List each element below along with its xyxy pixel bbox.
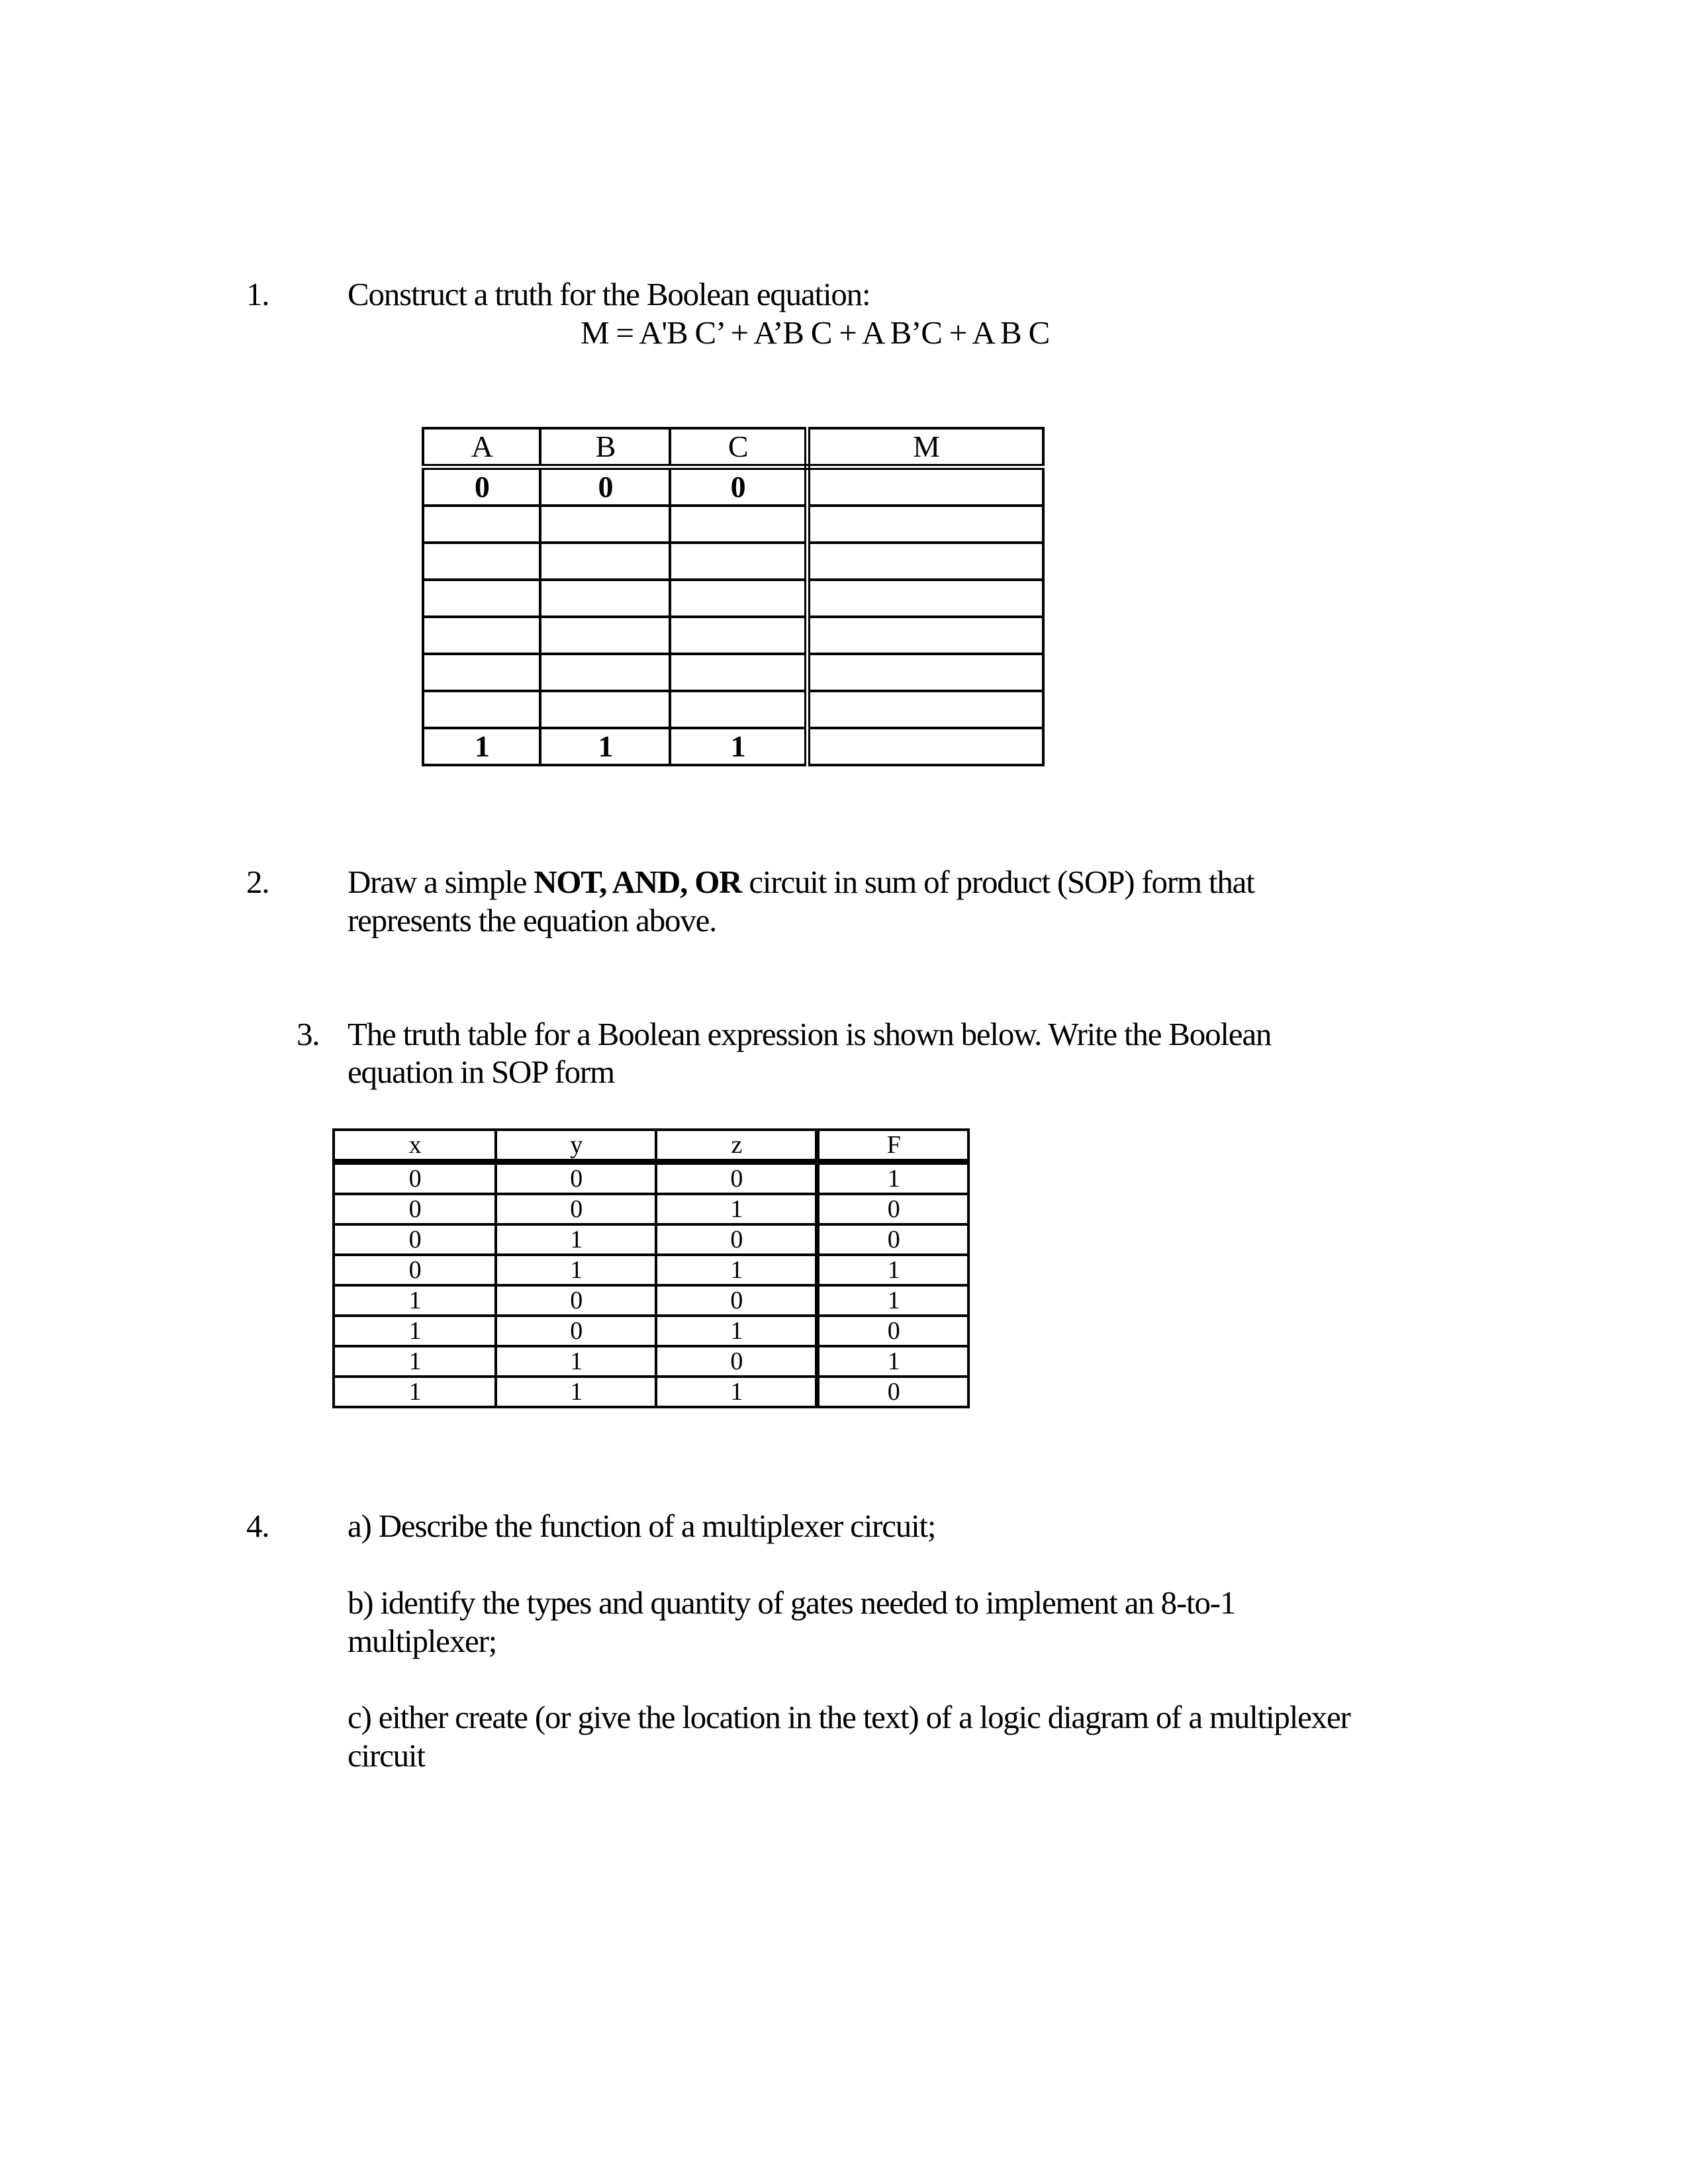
truth-table-abc (422, 427, 1045, 766)
table-cell: 0 (818, 1194, 968, 1224)
table-cell: 0 (540, 467, 670, 506)
table-header-cell: y (496, 1130, 656, 1162)
table-cell (423, 543, 540, 580)
table-cell (423, 654, 540, 691)
table-cell (807, 543, 1043, 580)
table-cell (423, 617, 540, 654)
table-header-cell: M (807, 428, 1043, 467)
table-cell: 1 (334, 1346, 496, 1377)
table-cell (423, 506, 540, 543)
question-4-part-b-line1: b) identify the types and quantity of gates needed to implement an 8-to-1 (348, 1584, 1236, 1621)
question-2-bold-gates: NOT, AND, OR (534, 864, 742, 900)
question-2-text: Draw a simple (348, 864, 534, 900)
table-cell (540, 691, 670, 728)
question-3-line1: The truth table for a Boolean expression is shown below. Write the Boolean (348, 1016, 1272, 1052)
table-row (423, 691, 1043, 728)
table-cell: 0 (423, 467, 540, 506)
table-row (423, 617, 1043, 654)
table-header-cell: C (670, 428, 807, 467)
table-cell: 0 (656, 1224, 818, 1255)
table-cell (807, 728, 1043, 765)
table-cell (807, 467, 1043, 506)
table-row (423, 728, 1043, 765)
table-cell (807, 617, 1043, 654)
table-row (423, 543, 1043, 580)
table-cell: 1 (496, 1224, 656, 1255)
table-cell: 1 (656, 1316, 818, 1346)
table-row (334, 1194, 968, 1224)
table-header-row (423, 428, 1043, 467)
table-cell (540, 580, 670, 617)
table-cell: 1 (656, 1377, 818, 1407)
table-header-cell: F (818, 1130, 968, 1162)
table-cell: 0 (818, 1224, 968, 1255)
table-cell: 1 (334, 1316, 496, 1346)
table-cell: 1 (818, 1255, 968, 1285)
table-row (334, 1162, 968, 1195)
table-cell (670, 543, 807, 580)
table-header-cell: z (656, 1130, 818, 1162)
table-cell: 0 (818, 1316, 968, 1346)
table-header-cell: A (423, 428, 540, 467)
truth-table-xyz (332, 1128, 970, 1408)
question-1-prompt: Construct a truth for the Boolean equation: (348, 276, 870, 312)
table-cell: 0 (496, 1316, 656, 1346)
table-cell: 0 (496, 1162, 656, 1195)
table-row (423, 654, 1043, 691)
table-row (423, 506, 1043, 543)
table-cell (540, 654, 670, 691)
table-cell (423, 691, 540, 728)
question-2-line1 (348, 866, 1254, 898)
table-cell (540, 506, 670, 543)
table-cell: 1 (670, 728, 807, 765)
table-cell (540, 617, 670, 654)
table-cell: 0 (496, 1194, 656, 1224)
table-cell: 1 (540, 728, 670, 765)
table-cell (670, 506, 807, 543)
table-cell: 1 (496, 1255, 656, 1285)
question-4-part-c-line2: circuit (348, 1737, 425, 1774)
table-cell (807, 506, 1043, 543)
table-cell: 0 (670, 467, 807, 506)
table-row (334, 1224, 968, 1255)
table-cell: 1 (423, 728, 540, 765)
table-header-cell: B (540, 428, 670, 467)
table-cell (670, 580, 807, 617)
question-4-part-c-line1: c) either create (or give the location in the text) of a logic diagram of a multiplexer (348, 1699, 1350, 1735)
table-cell (807, 654, 1043, 691)
table-cell (670, 691, 807, 728)
table-cell: 0 (334, 1194, 496, 1224)
table-cell: 0 (656, 1162, 818, 1195)
question-2-line2: represents the equation above. (348, 902, 717, 938)
table-cell (540, 543, 670, 580)
table-cell: 1 (818, 1162, 968, 1195)
table-row (334, 1346, 968, 1377)
table-cell (807, 691, 1043, 728)
table-cell: 0 (656, 1346, 818, 1377)
table-cell: 1 (496, 1346, 656, 1377)
question-4-number: 4. (246, 1508, 269, 1544)
table-row (423, 467, 1043, 506)
table-cell (670, 654, 807, 691)
table-header-row (334, 1130, 968, 1162)
table-row (334, 1316, 968, 1346)
table-cell: 1 (656, 1194, 818, 1224)
question-3-line2: equation in SOP form (348, 1054, 614, 1090)
question-1-equation: M = A'B C’ + A’B C + A B’C + A B C (581, 314, 1050, 351)
table-cell: 1 (334, 1377, 496, 1407)
table-cell (670, 617, 807, 654)
table-cell (423, 580, 540, 617)
question-4-part-b-line2: multiplexer; (348, 1623, 497, 1659)
question-4-part-a: a) Describe the function of a multiplexer circuit; (348, 1508, 936, 1544)
table-cell: 1 (496, 1377, 656, 1407)
table-cell: 0 (656, 1285, 818, 1316)
table-cell: 0 (496, 1285, 656, 1316)
table-row (334, 1255, 968, 1285)
table-cell: 1 (334, 1285, 496, 1316)
table-cell: 0 (334, 1255, 496, 1285)
table-cell: 1 (656, 1255, 818, 1285)
table-cell: 1 (818, 1285, 968, 1316)
table-row (423, 580, 1043, 617)
question-3-number: 3. (297, 1016, 320, 1052)
table-cell: 1 (818, 1346, 968, 1377)
table-row (334, 1285, 968, 1316)
question-2-number: 2. (246, 864, 269, 900)
table-cell: 0 (818, 1377, 968, 1407)
table-cell: 0 (334, 1162, 496, 1195)
question-2-text-end: circuit in sum of product (SOP) form that (741, 864, 1254, 900)
question-1-number: 1. (246, 276, 269, 312)
table-header-cell: x (334, 1130, 496, 1162)
table-cell (807, 580, 1043, 617)
table-row (334, 1377, 968, 1407)
table-cell: 0 (334, 1224, 496, 1255)
